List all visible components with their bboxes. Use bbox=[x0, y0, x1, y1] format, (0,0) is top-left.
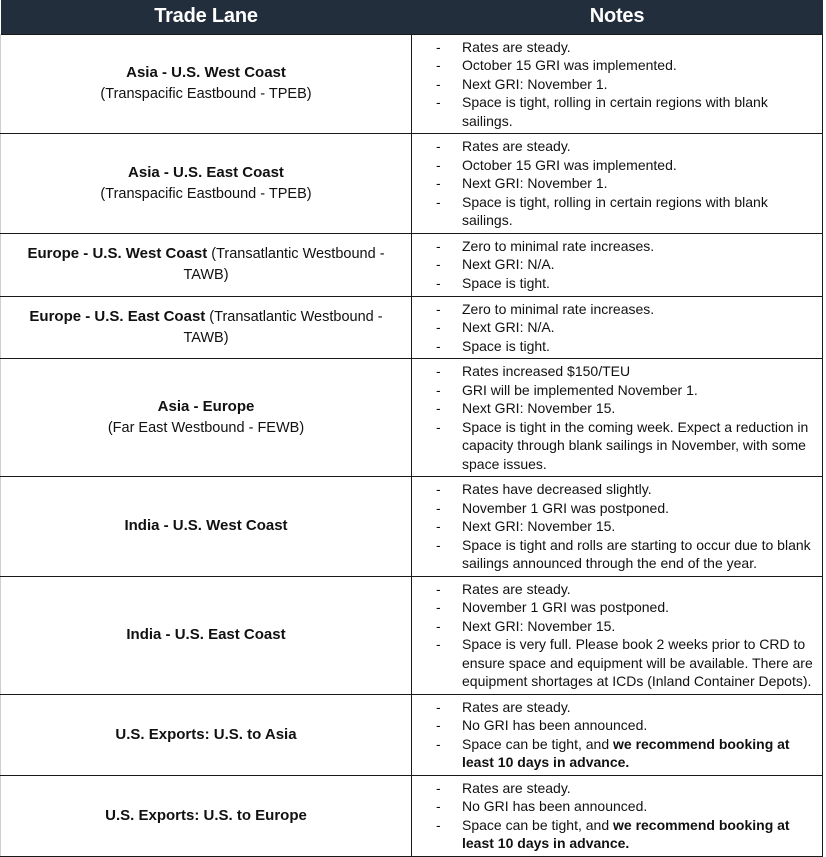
note-item: - No GRI has been announced. bbox=[412, 716, 816, 735]
note-item: - Space is tight. bbox=[412, 274, 816, 293]
note-item: - Rates increased $150/TEU bbox=[412, 362, 816, 381]
trade-lane-route: (Far East Westbound - FEWB) bbox=[107, 420, 305, 436]
note-text: Space can be tight, and bbox=[462, 816, 613, 833]
table-row bbox=[1, 134, 823, 234]
table-header-row bbox=[1, 0, 823, 34]
table-row bbox=[1, 694, 823, 775]
note-item: - Space is tight in the coming week. Expect a reduction in capacity through blank sailings in November, with some space issues. bbox=[412, 418, 816, 474]
note-recommendation: we recommend booking at least 10 days in advance. bbox=[462, 816, 790, 851]
note-item: - Next GRI: November 1. bbox=[412, 75, 816, 94]
note-item: - Space is tight. bbox=[412, 337, 816, 356]
trade-lane-cell bbox=[1, 775, 412, 856]
notes-list bbox=[412, 237, 816, 293]
note-item: - No GRI has been announced. bbox=[412, 797, 816, 816]
note-item: - Rates are steady. bbox=[412, 580, 816, 599]
notes-list bbox=[412, 362, 816, 473]
notes-list bbox=[412, 580, 816, 691]
note-item: - Next GRI: November 15. bbox=[412, 517, 816, 536]
trade-lane-cell bbox=[1, 233, 412, 296]
notes-cell bbox=[412, 477, 823, 577]
note-item: - Rates have decreased slightly. bbox=[412, 480, 816, 499]
note-item: - Zero to minimal rate increases. bbox=[412, 300, 816, 319]
notes-list bbox=[412, 300, 816, 356]
note-item: - Next GRI: November 15. bbox=[412, 399, 816, 418]
note-item: - Space is tight, rolling in certain regions with blank sailings. bbox=[412, 93, 816, 130]
trade-lane-name: U.S. Exports: U.S. to Asia bbox=[115, 725, 297, 743]
note-item: - Space is tight and rolls are starting to occur due to blank sailings announced through the end of the year. bbox=[412, 536, 816, 573]
notes-list bbox=[412, 38, 816, 131]
trade-lane-route: (Transatlantic Westbound - TAWB) bbox=[183, 308, 383, 346]
note-item: - GRI will be implemented November 1. bbox=[412, 381, 816, 400]
header-notes: Notes bbox=[412, 0, 823, 34]
notes-cell bbox=[412, 576, 823, 694]
trade-lane-route: (Transatlantic Westbound - TAWB) bbox=[183, 246, 385, 283]
trade-lane-name: U.S. Exports: U.S. to Europe bbox=[105, 806, 307, 824]
notes-cell bbox=[412, 233, 823, 296]
notes-cell bbox=[412, 694, 823, 775]
table-row bbox=[1, 359, 823, 477]
note-item: - Next GRI: November 1. bbox=[412, 174, 816, 193]
note-item: - Space is very full. Please book 2 weeks prior to CRD to ensure space and equipment will be available. There are equipment shortages at ICDs (Inland Container Depots). bbox=[412, 635, 816, 691]
trade-lane-name: Asia - U.S. West Coast bbox=[126, 64, 286, 82]
header-trade-lane: Trade Lane bbox=[1, 0, 412, 34]
trade-lane-route: (Transpacific Eastbound - TPEB) bbox=[100, 185, 312, 202]
table-row bbox=[1, 576, 823, 694]
note-item: - Space is tight, rolling in certain regions with blank sailings. bbox=[412, 193, 816, 230]
note-item: - Next GRI: N/A. bbox=[412, 255, 816, 274]
note-item: - Next GRI: November 15. bbox=[412, 617, 816, 636]
trade-lane-cell bbox=[1, 134, 412, 234]
trade-lane-name: Europe - U.S. East Coast bbox=[29, 307, 206, 325]
table-row bbox=[1, 477, 823, 577]
note-item: - Zero to minimal rate increases. bbox=[412, 237, 816, 256]
trade-lane-cell bbox=[1, 477, 412, 577]
trade-lane-name: Europe - U.S. West Coast bbox=[27, 245, 208, 262]
table-row bbox=[1, 775, 823, 856]
table-row bbox=[1, 233, 823, 296]
note-item: - November 1 GRI was postponed. bbox=[412, 598, 816, 617]
notes-list bbox=[412, 779, 816, 853]
notes-list bbox=[412, 480, 816, 573]
trade-lane-cell bbox=[1, 576, 412, 694]
trade-lane-cell bbox=[1, 694, 412, 775]
note-item: - October 15 GRI was implemented. bbox=[412, 56, 816, 75]
notes-list bbox=[412, 137, 816, 230]
notes-cell bbox=[412, 296, 823, 359]
trade-lane-name: India - U.S. East Coast bbox=[126, 626, 286, 643]
trade-lane-name: Asia - Europe bbox=[157, 398, 255, 415]
notes-cell bbox=[412, 34, 823, 134]
notes-list bbox=[412, 698, 816, 772]
table-row bbox=[1, 296, 823, 359]
notes-cell bbox=[412, 359, 823, 477]
note-item: - Rates are steady. bbox=[412, 779, 816, 798]
trade-lane-cell bbox=[1, 359, 412, 477]
note-item: - Rates are steady. bbox=[412, 698, 816, 717]
note-item bbox=[412, 735, 816, 772]
note-item: - Next GRI: N/A. bbox=[412, 318, 816, 337]
note-recommendation: we recommend booking at least 10 days in advance. bbox=[462, 735, 790, 770]
note-item: - October 15 GRI was implemented. bbox=[412, 156, 816, 175]
note-item: - Rates are steady. bbox=[412, 38, 816, 57]
trade-lane-route: (Transpacific Eastbound - TPEB) bbox=[100, 86, 312, 103]
trade-lane-cell bbox=[1, 34, 412, 134]
note-text: Space can be tight, and bbox=[462, 735, 613, 752]
notes-cell bbox=[412, 775, 823, 856]
table-row bbox=[1, 34, 823, 134]
note-item: - November 1 GRI was postponed. bbox=[412, 499, 816, 518]
trade-lane-cell bbox=[1, 296, 412, 359]
table-body bbox=[1, 34, 823, 856]
note-item bbox=[412, 816, 816, 853]
notes-cell bbox=[412, 134, 823, 234]
note-item: - Rates are steady. bbox=[412, 137, 816, 156]
trade-lane-name: Asia - U.S. East Coast bbox=[128, 163, 284, 181]
trade-lane-name: India - U.S. West Coast bbox=[124, 517, 288, 535]
